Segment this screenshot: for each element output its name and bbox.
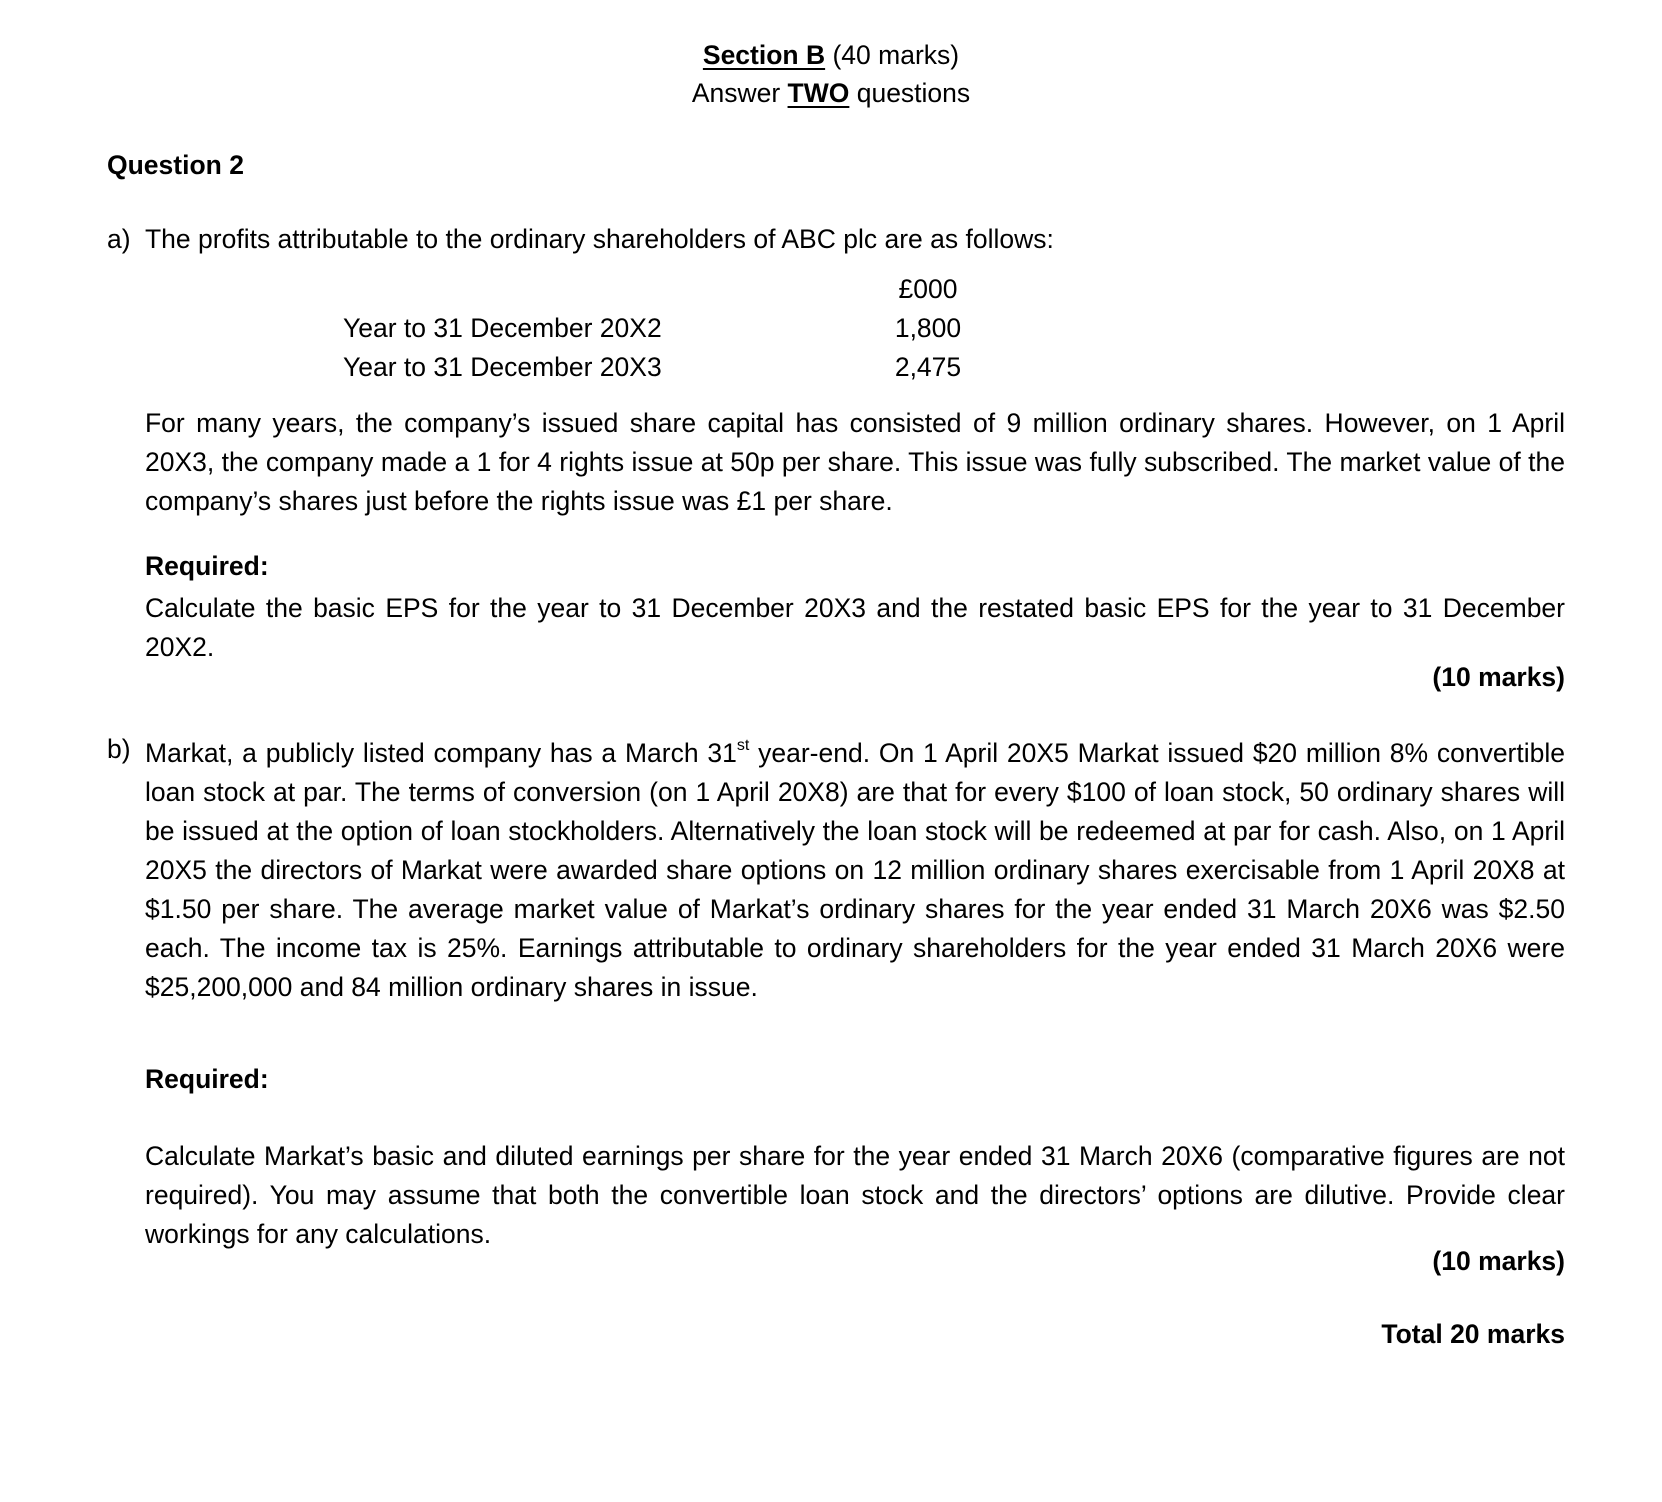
ordinal-suffix: st — [736, 737, 750, 755]
unit-header: £000 — [898, 274, 958, 304]
total-marks: Total 20 marks — [1381, 1319, 1565, 1349]
answer-count: TWO — [787, 78, 850, 108]
answer-instruction — [0, 78, 1662, 109]
table-row — [343, 348, 973, 387]
part-b-body-rest: year-end. On 1 April 20X5 Markat issued $20 million 8% convertible loan stock at par. The terms of conversion (on 1 April 20X8) are that for every $100 of loan stock, 50 ordinary shares will be issued at the option of loan stockholders. Alternatively the loan stock will be redeemed at par for cash. Also, on 1 April 20X5 the directors of Markat were awarded share options on 12 million ordinary shares exercisable from 1 April 20X8 at $1.50 per share. The average market value of Markat’s ordinary shares for the year ended 31 March 20X6 was $2.50 each. The income tax is 25%. Earnings attributable to ordinary shareholders for the year ended 31 March 20X6 were $25,200,000 and 84 million ordinary shares in issue. — [145, 738, 1565, 1002]
row-value: 2,475 — [894, 352, 962, 382]
part-a-marks: (10 marks) — [1432, 662, 1565, 692]
part-b-required-text: Calculate Markat’s basic and diluted earnings per share for the year ended 31 March 20X6 (comparative figures are not required). You may assume that both the convertible loan stock and the directors’ options are dilutive. Provide clear workings for any calculations. — [145, 1141, 1565, 1249]
part-a-required-label: Required: — [145, 551, 269, 581]
answer-suffix: questions — [849, 78, 971, 108]
row-label: Year to 31 December 20X2 — [343, 313, 662, 343]
section-title: Section B — [702, 40, 826, 70]
table-header-row — [343, 270, 973, 309]
section-heading — [0, 40, 1662, 71]
part-a-label: a) — [107, 224, 131, 254]
row-value: 1,800 — [894, 313, 962, 343]
row-label: Year to 31 December 20X3 — [343, 352, 662, 382]
profits-table — [343, 270, 973, 387]
part-b-body — [145, 734, 1565, 1007]
question-title: Question 2 — [107, 150, 244, 180]
answer-prefix: Answer — [691, 78, 788, 108]
part-b-body-start: Markat, a publicly listed company has a March 31 — [145, 738, 737, 768]
part-b-marks: (10 marks) — [1432, 1246, 1565, 1276]
part-b-required-label: Required: — [145, 1064, 269, 1094]
section-marks: (40 marks) — [825, 40, 960, 70]
table-row — [343, 309, 973, 348]
part-a-required-text: Calculate the basic EPS for the year to 31 December 20X3 and the restated basic EPS for the year to 31 December 20X2. — [145, 593, 1565, 662]
part-a-body: For many years, the company’s issued share capital has consisted of 9 million ordinary shares. However, on 1 April 20X3, the company made a 1 for 4 rights issue at 50p per share. This issue was fully subscribed. The market value of the company’s shares just before the rights issue was £1 per share. — [145, 408, 1565, 516]
part-a-intro: The profits attributable to the ordinary shareholders of ABC plc are as follows: — [145, 224, 1054, 254]
part-b-label: b) — [107, 734, 131, 764]
